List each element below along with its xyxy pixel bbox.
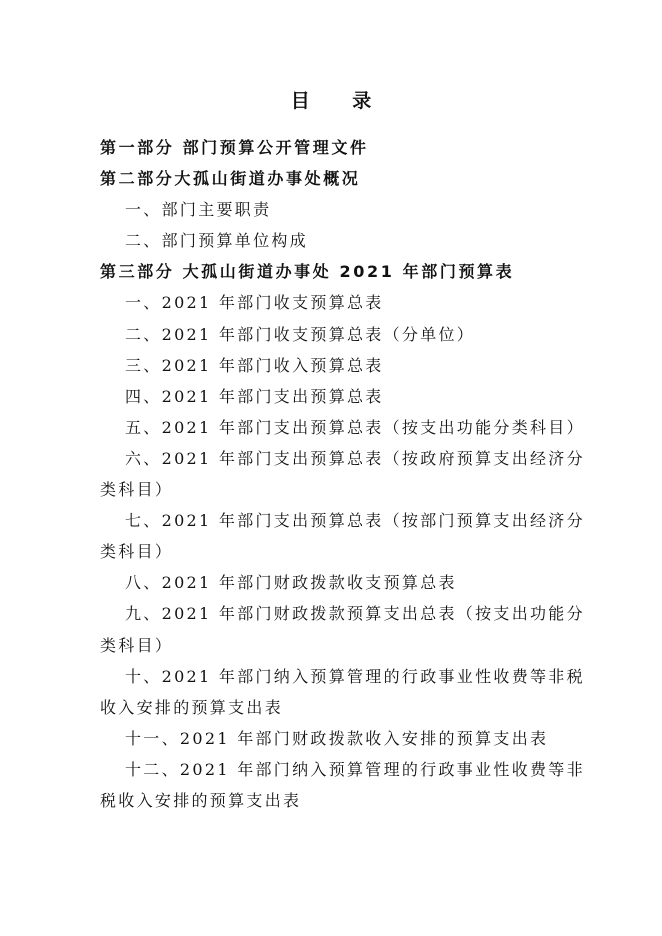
toc-section-heading: 第一部分 部门预算公开管理文件 (100, 138, 369, 157)
toc-section-heading: 第二部分大孤山街道办事处概况 (100, 169, 361, 189)
toc-item: 二、部门预算单位构成 (125, 231, 309, 251)
toc-item: 一、2021 年部门收支预算总表 (125, 293, 384, 313)
toc-item: 七、2021 年部门支出预算总表（按部门预算支出经济分 (125, 511, 585, 531)
toc-item: 四、2021 年部门支出预算总表 (125, 386, 384, 406)
toc-item: 三、2021 年部门收入预算总表 (125, 355, 384, 375)
toc-item: 九、2021 年部门财政拨款预算支出总表（按支出功能分 (125, 604, 585, 624)
toc-item: 十、2021 年部门纳入预算管理的行政事业性收费等非税 (125, 666, 585, 686)
page-title: 目 录 (290, 90, 390, 112)
toc-item: 十一、2021 年部门财政拨款收入安排的预算支出表 (125, 728, 549, 748)
toc-item: 二、2021 年部门收支预算总表（分单位） (125, 324, 476, 344)
toc-section-heading: 第三部分 大孤山街道办事处 2021 年部门预算表 (100, 262, 515, 282)
toc-item-continuation: 收入安排的预算支出表 (100, 697, 284, 717)
toc-item-continuation: 税收入安排的预算支出表 (100, 790, 302, 810)
table-of-contents (100, 136, 585, 820)
toc-item: 六、2021 年部门支出预算总表（按政府预算支出经济分 (125, 448, 585, 468)
toc-item-continuation: 类科目） (100, 635, 174, 655)
toc-item: 十二、2021 年部门纳入预算管理的行政事业性收费等非 (125, 759, 585, 779)
toc-item: 一、部门主要职责 (125, 200, 272, 220)
toc-item: 八、2021 年部门财政拨款收支预算总表 (125, 573, 457, 593)
toc-item-continuation: 类科目） (100, 480, 174, 500)
toc-item: 五、2021 年部门支出预算总表（按支出功能分类科目） (125, 417, 585, 437)
toc-item-continuation: 类科目） (100, 542, 174, 562)
